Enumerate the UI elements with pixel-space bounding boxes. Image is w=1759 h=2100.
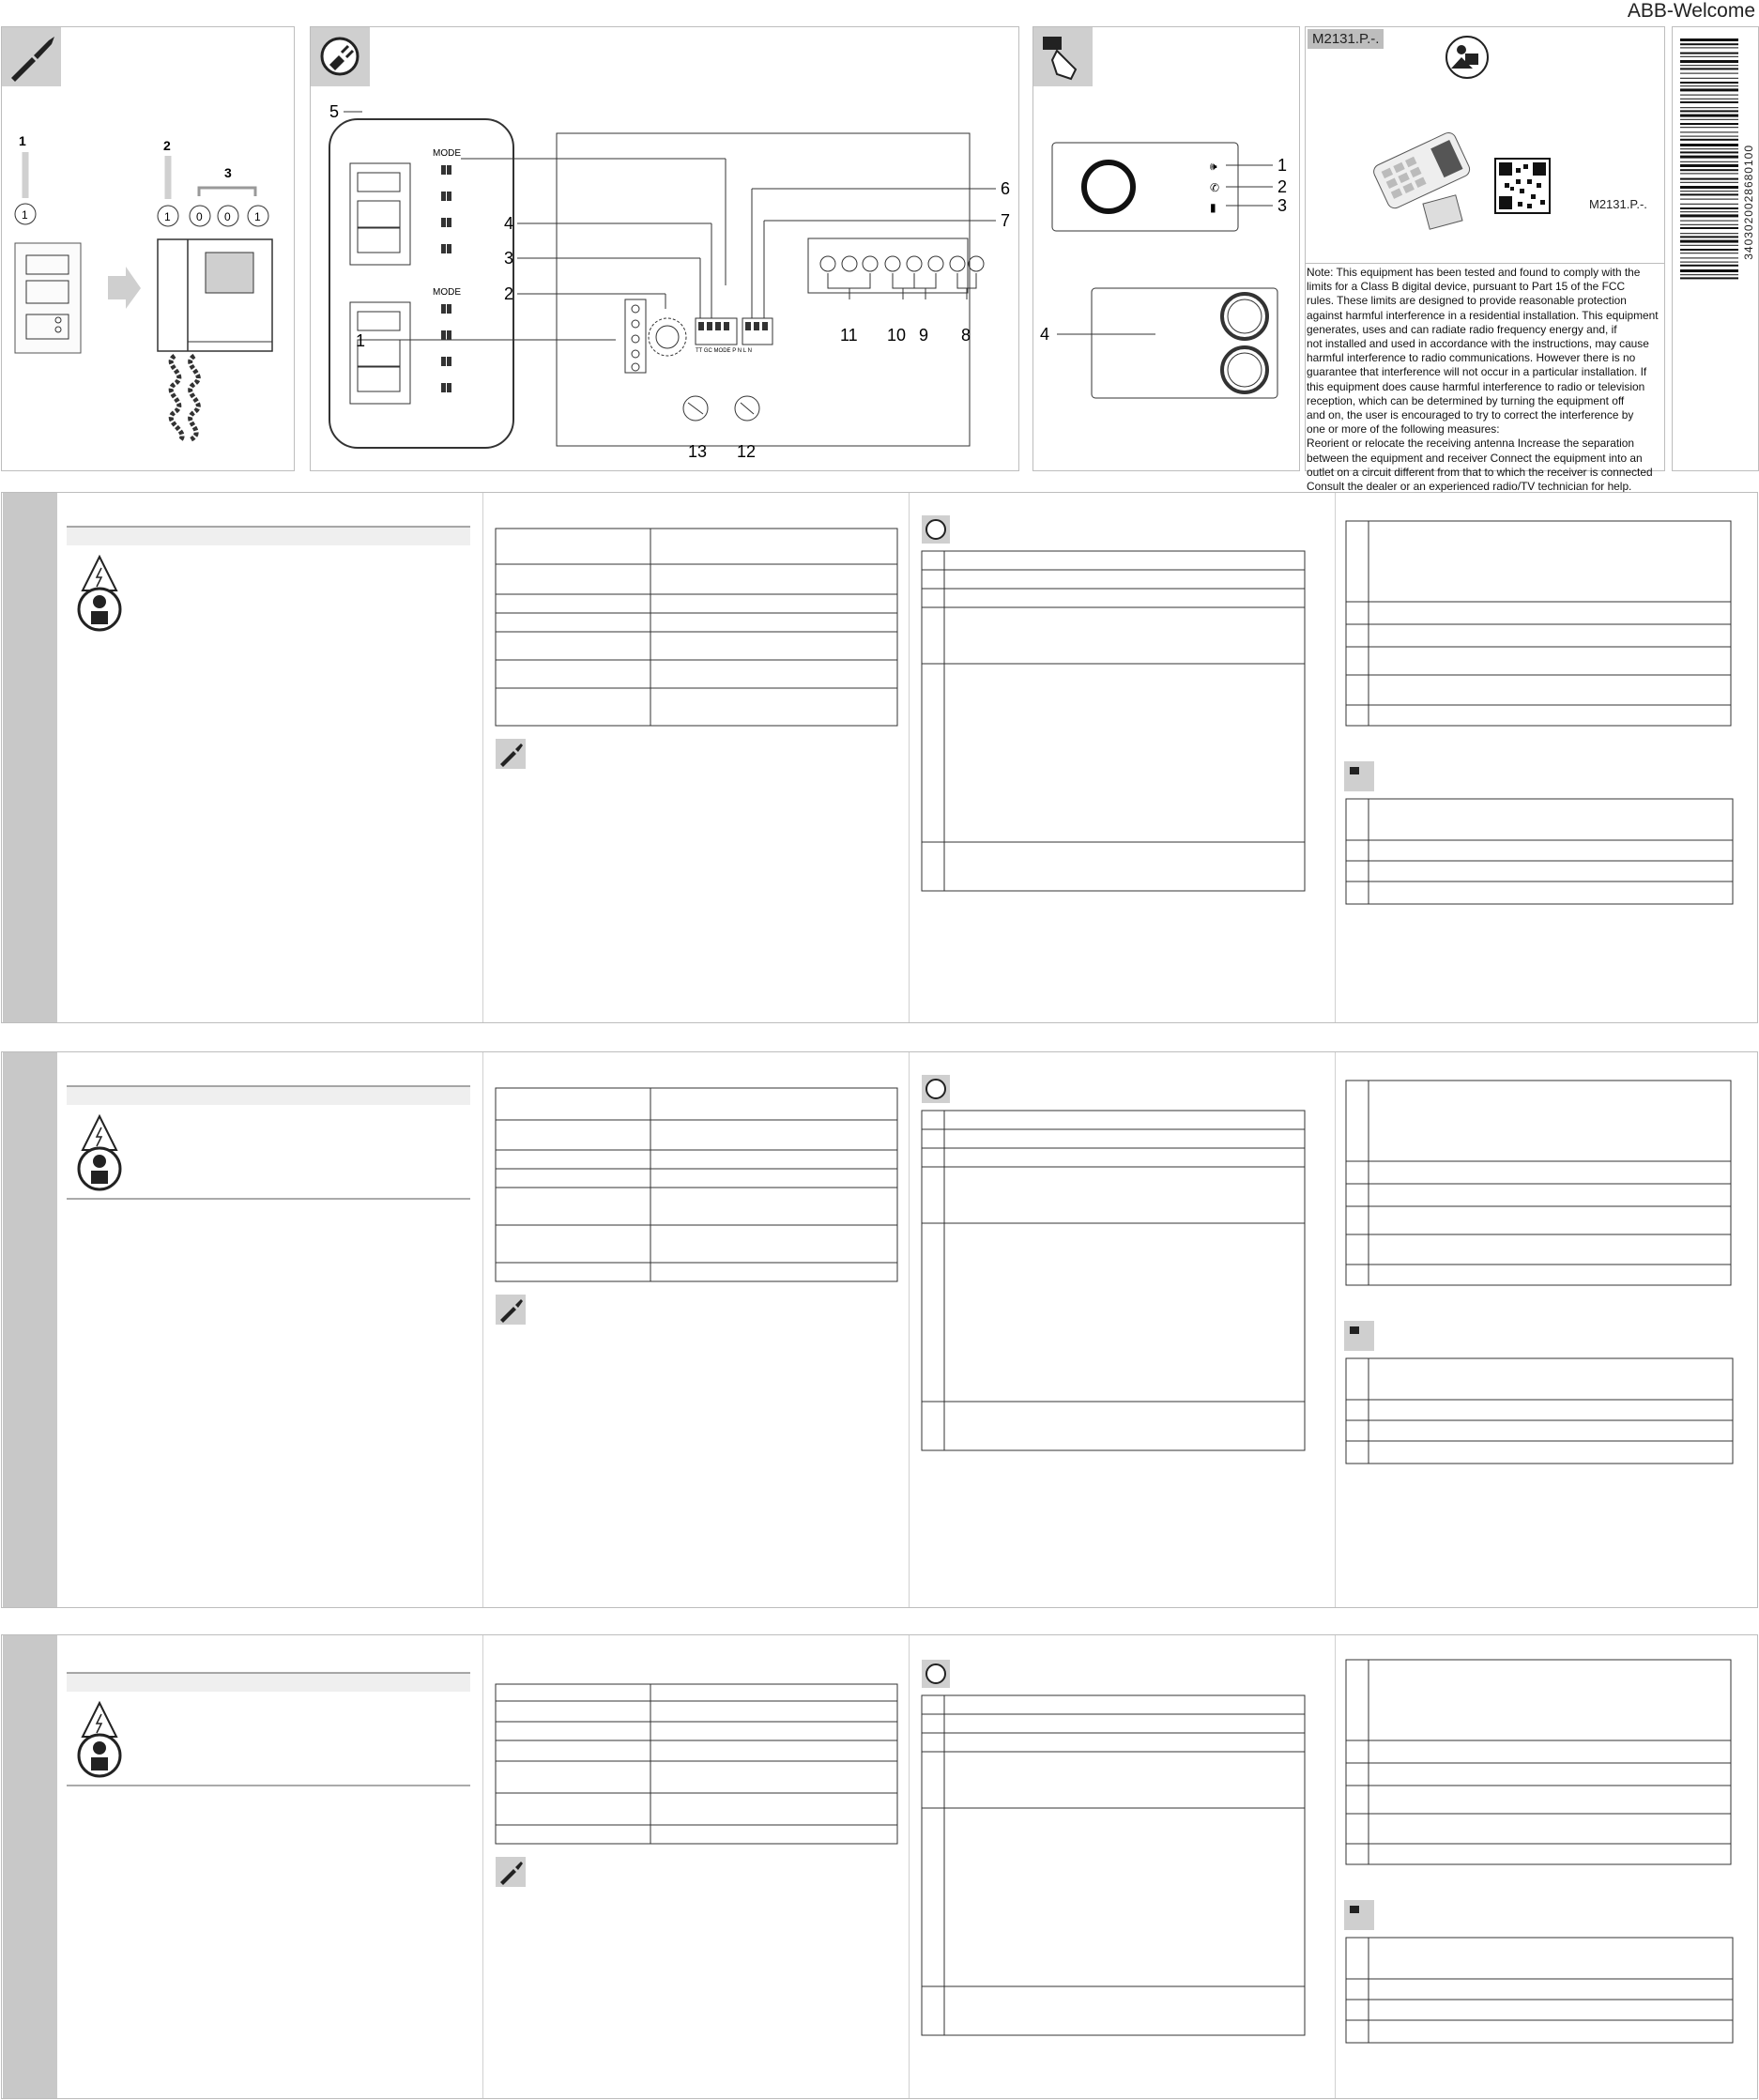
svg-text:10: 10	[887, 326, 907, 345]
svg-text:11: 11	[840, 326, 858, 345]
svg-text:4: 4	[504, 214, 514, 233]
fcc-line: this equipment does cause harmful interference to radio or television	[1307, 379, 1645, 393]
svg-text:TT GC MODE P N L N: TT GC MODE P N L N	[696, 348, 752, 354]
barcode-bar	[1680, 257, 1738, 258]
plug-glyph	[926, 1080, 945, 1098]
operation-table	[1346, 799, 1733, 904]
barcode-bar	[1680, 131, 1738, 132]
svg-text:13: 13	[688, 442, 708, 461]
svg-text:1: 1	[164, 210, 171, 223]
product-figure	[1306, 27, 1666, 271]
barcode-bar	[1680, 101, 1738, 103]
hand-press-glyph	[1350, 1906, 1359, 1913]
barcode-bar	[1680, 214, 1738, 217]
callout-3: 3	[224, 165, 232, 180]
barcode-bar	[1680, 99, 1738, 100]
fcc-line: one or more of the following measures:	[1307, 422, 1500, 437]
svg-text:2: 2	[1277, 177, 1288, 196]
spec-table	[496, 529, 897, 726]
fcc-line: outlet on a circuit different from that to which the receiver is connected	[1307, 465, 1653, 479]
callout-1: 1	[19, 133, 26, 148]
barcode-bar	[1680, 161, 1738, 162]
settings-table	[1346, 1081, 1731, 1285]
fcc-line: Reorient or relocate the receiving antenna Increase the separation	[1307, 437, 1635, 451]
barcode-bar	[1680, 156, 1738, 159]
section-header-bar	[67, 1086, 470, 1105]
plug-glyph	[926, 1664, 945, 1683]
barcode-bar	[1680, 182, 1738, 183]
barcode-bar	[1680, 56, 1738, 57]
language-section	[1, 1051, 1758, 1608]
barcode-bar	[1680, 110, 1738, 112]
fcc-line: not installed and used in accordance with the instructions, may cause	[1307, 337, 1649, 351]
electric-warning-icon	[83, 557, 116, 590]
settings-table	[1346, 521, 1731, 726]
barcode-bar	[1680, 85, 1738, 86]
barcode-bar	[1680, 65, 1738, 66]
barcode-bar	[1680, 123, 1738, 125]
barcode-bar	[1680, 115, 1738, 117]
barcode-bar	[1680, 193, 1738, 195]
fcc-line: limits for a Class B digital device, pursuant to Part 15 of the FCC	[1307, 280, 1626, 294]
electrician-body	[91, 1171, 108, 1184]
operation-table	[1346, 1358, 1733, 1464]
spec-table	[496, 1088, 897, 1281]
barcode-bar	[1680, 107, 1738, 108]
fcc-line: Note: This equipment has been tested and found to comply with the	[1307, 266, 1641, 279]
svg-text:MODE: MODE	[433, 148, 461, 159]
language-section	[1, 1634, 1758, 2099]
barcode-bar	[1680, 73, 1738, 74]
barcode-bar	[1680, 233, 1738, 234]
svg-text:5: 5	[329, 102, 340, 121]
handset-figure	[2, 27, 296, 472]
operation-table	[1346, 1938, 1733, 2043]
barcode-bar	[1680, 78, 1738, 79]
barcode-bar	[1680, 68, 1738, 69]
fcc-notice	[1307, 266, 1663, 494]
svg-text:▮: ▮	[1210, 201, 1216, 214]
barcode-bar	[1680, 139, 1738, 141]
svg-text:1: 1	[1277, 156, 1288, 175]
svg-text:9: 9	[919, 326, 929, 345]
plug-glyph	[926, 520, 945, 539]
brand-title: ABB-Welcome	[1627, 0, 1755, 22]
hand-press-icon	[1344, 1900, 1374, 1930]
electrician-head	[93, 1155, 106, 1168]
fcc-line: guarantee that interference will not occur in a particular installation. If	[1307, 365, 1647, 379]
fcc-line: rules. These limits are designed to provide reasonable protection	[1307, 294, 1627, 308]
section-header-bar	[67, 1673, 470, 1692]
callout-2: 2	[163, 138, 171, 153]
barcode-bar	[1680, 262, 1738, 263]
barcode-bar	[1680, 277, 1738, 279]
fcc-line: reception, which can be determined by turning the equipment off	[1307, 393, 1625, 407]
section-drawing	[2, 1635, 1759, 2100]
svg-text:2: 2	[504, 284, 514, 303]
electrician-body	[91, 1757, 108, 1770]
barcode-bar	[1680, 60, 1738, 63]
svg-text:7: 7	[1001, 211, 1011, 230]
fcc-line: between the equipment and receiver Connect the equipment into an	[1307, 451, 1643, 465]
barcode-bar	[1680, 204, 1738, 205]
svg-text:3: 3	[504, 249, 514, 268]
barcode-bar	[1680, 249, 1738, 251]
electric-warning-icon	[83, 1116, 116, 1150]
svg-text:MODE: MODE	[433, 287, 461, 298]
barcode-bar	[1680, 43, 1738, 45]
barcode-bar	[1680, 127, 1738, 128]
buttons-figure	[1033, 27, 1301, 472]
barcode-bar	[1680, 221, 1738, 222]
electrician-head	[93, 1741, 106, 1755]
hand-press-icon	[1344, 1321, 1374, 1351]
barcode-bar	[1680, 240, 1738, 243]
barcode-bar	[1680, 186, 1738, 189]
barcode-bar	[1680, 38, 1738, 41]
fcc-line: Consult the dealer or an experienced radio/TV technician for help.	[1307, 480, 1632, 494]
panel-wiring	[310, 26, 1019, 471]
electrician-head	[93, 595, 106, 608]
qr-label: M2131.P.-.	[1589, 197, 1647, 211]
barcode-number: 3403020028680100	[1742, 145, 1755, 260]
fcc-line: and on, the user is encouraged to try to correct the interference by	[1307, 408, 1634, 422]
svg-text:1: 1	[254, 210, 261, 223]
fcc-line: generates, uses and can radiate radio frequency energy and, if	[1307, 322, 1617, 336]
steps-table	[922, 1695, 1305, 2035]
svg-text:0: 0	[196, 210, 203, 223]
barcode-bar	[1680, 136, 1738, 137]
barcode-bar	[1680, 148, 1738, 149]
barcode-bar	[1680, 211, 1738, 212]
barcode-bar	[1680, 169, 1738, 171]
barcode-bar	[1680, 274, 1738, 275]
fcc-separator	[1306, 263, 1664, 264]
barcode-bar	[1680, 95, 1738, 96]
section-drawing	[2, 493, 1759, 1024]
svg-text:8: 8	[961, 326, 971, 345]
fcc-line: harmful interference to radio communications. However there is no	[1307, 351, 1636, 365]
panel-buttons	[1032, 26, 1300, 471]
barcode-bar	[1680, 164, 1738, 167]
steps-table	[922, 551, 1305, 891]
steps-table	[922, 1111, 1305, 1450]
barcode-bar	[1680, 269, 1738, 272]
barcode-bar	[1680, 236, 1738, 238]
section-drawing	[2, 1052, 1759, 1609]
hand-press-icon	[1344, 761, 1374, 791]
section-header-bar	[67, 527, 470, 545]
svg-text:6: 6	[1001, 179, 1011, 198]
barcode-bar	[1680, 191, 1738, 192]
svg-text:1: 1	[22, 208, 28, 222]
barcode-bar	[1680, 144, 1738, 146]
barcode-bar	[1680, 47, 1738, 48]
svg-text:3: 3	[1277, 196, 1288, 215]
barcode-bar	[1680, 178, 1738, 180]
panel-barcode	[1672, 26, 1759, 471]
barcode-bar	[1680, 82, 1738, 84]
spec-table	[496, 1684, 897, 1844]
barcode-bar	[1680, 88, 1738, 91]
barcode-bar	[1680, 173, 1738, 174]
barcode-bar	[1680, 207, 1738, 209]
svg-text:🕪: 🕪	[1210, 160, 1217, 173]
barcode-bar	[1680, 151, 1738, 153]
barcode-bar	[1680, 265, 1738, 267]
svg-text:12: 12	[737, 442, 757, 461]
svg-text:1: 1	[356, 331, 366, 350]
barcode-bar	[1680, 227, 1738, 229]
fcc-line: against harmful interference in a residential installation. This equipment	[1307, 308, 1659, 322]
product-code: M2131.P.-.	[1308, 29, 1384, 49]
barcode-bar	[1680, 224, 1738, 225]
wiring-figure	[311, 27, 1020, 472]
settings-table	[1346, 1660, 1731, 1864]
svg-text:0: 0	[224, 210, 231, 223]
svg-text:✆: ✆	[1210, 181, 1220, 194]
electrician-body	[91, 611, 108, 624]
hand-press-glyph	[1350, 1326, 1359, 1334]
barcode-bar	[1680, 119, 1738, 120]
hand-press-glyph	[1350, 767, 1359, 774]
panel-handset	[1, 26, 295, 471]
language-section	[1, 492, 1758, 1023]
barcode-bar	[1680, 245, 1738, 246]
barcode-bar	[1680, 53, 1738, 54]
barcode-bar	[1680, 199, 1738, 200]
svg-text:4: 4	[1040, 325, 1050, 344]
electric-warning-icon	[83, 1703, 116, 1737]
